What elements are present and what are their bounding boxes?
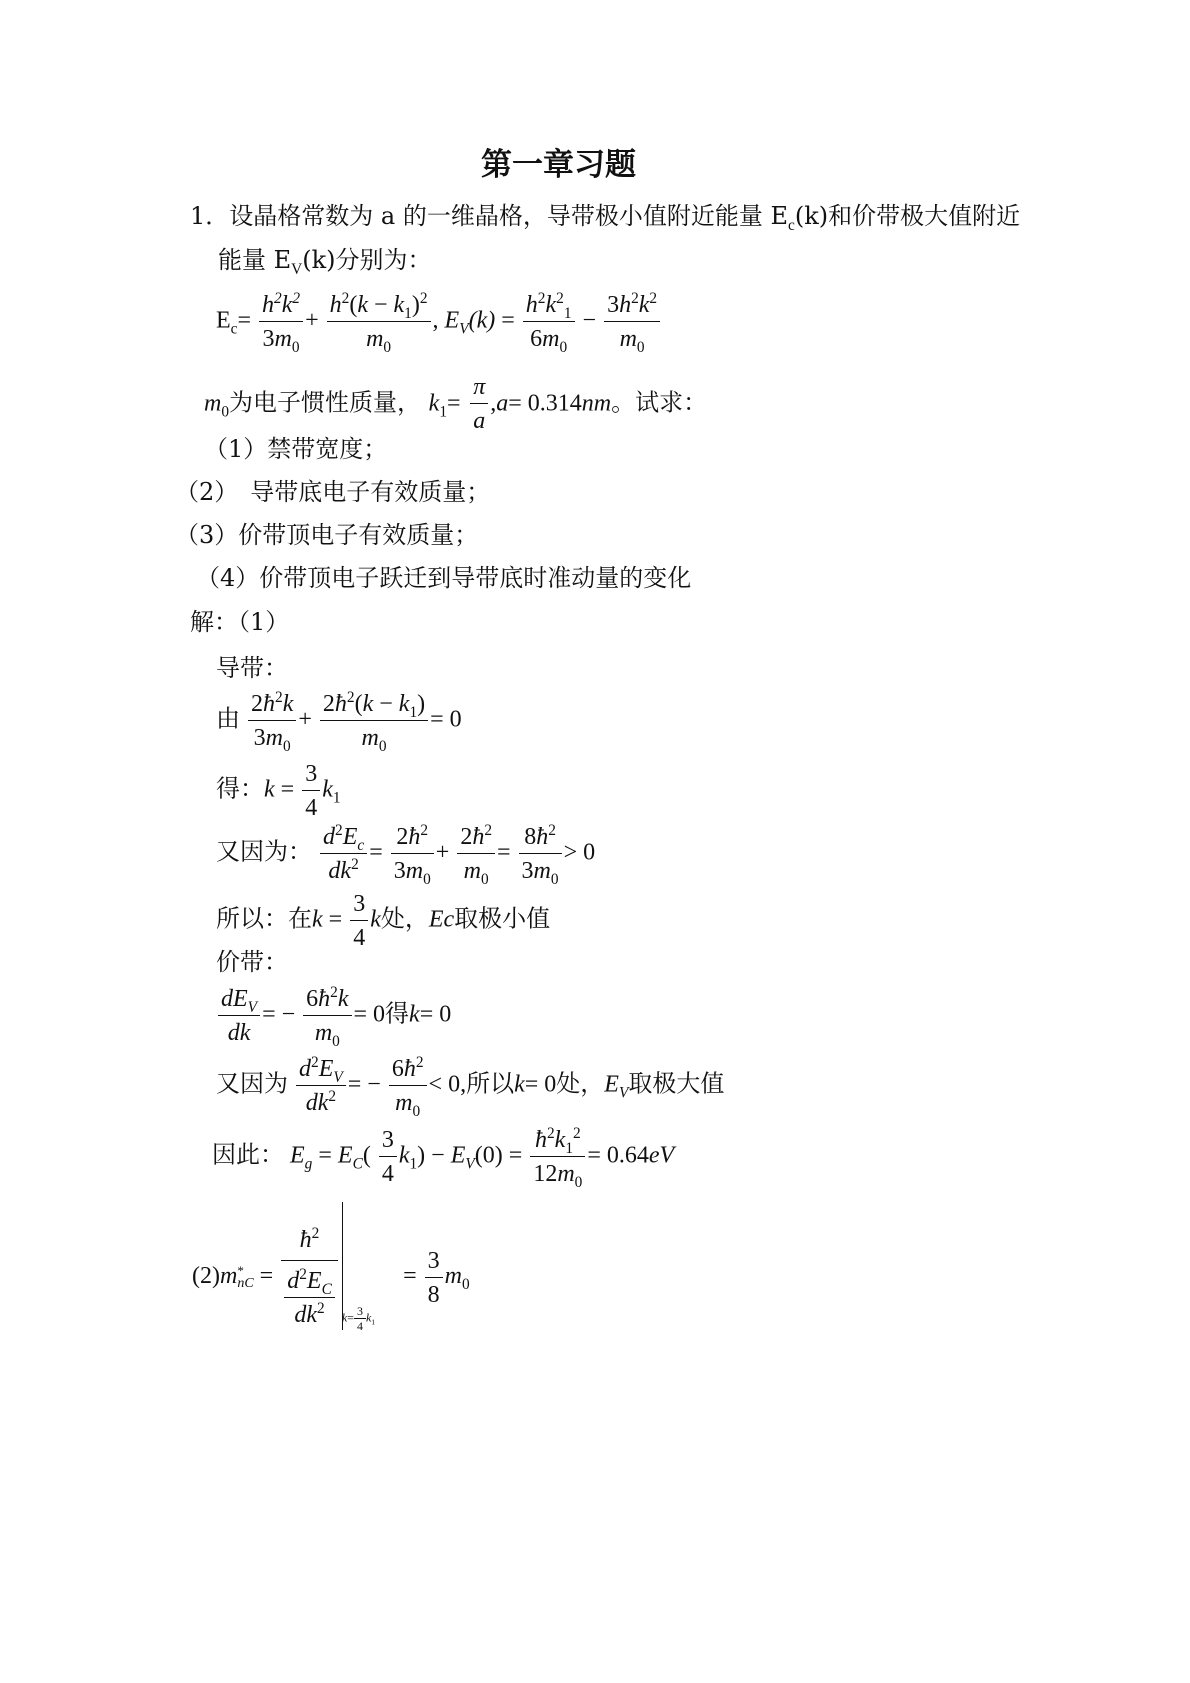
definitions-line: $m_0$为电子惯性质量， $k_1=$ $\frac{\pi}{a}$ ,a= 0.314nm。试求： — [204, 374, 708, 434]
fraction-three-quarters: $\frac{3}{4}$ — [302, 762, 320, 820]
evaluation-bar — [342, 1202, 343, 1330]
fraction-d2Ec: $\frac{d^2E_c}{dk^2}$ — [320, 825, 367, 883]
fraction-ev-term1: $\frac{h^2k^2_1}{6m_0}$ — [523, 293, 575, 351]
problem-text: 设晶格常数为 a 的一维晶格，导带极小值附近能量 E — [229, 202, 788, 230]
valence-band-label: 价带： — [216, 948, 288, 976]
problem-line-1: 1．设晶格常数为 a 的一维晶格，导带极小值附近能量 $E_c(k)$和价带极大值附近 — [190, 202, 1021, 234]
question-3: （3）价带顶电子有效质量； — [175, 521, 479, 549]
fraction-d2Ec-inner: $\frac{d^2E_C}{dk^2}$ — [284, 1269, 335, 1327]
fraction-ev-term2: $\frac{3h^2k^2}{m_0}$ — [604, 293, 660, 351]
fraction-2hbar2-m0: $\frac{2ħ^2}{m_0}$ — [457, 825, 495, 883]
fraction-6hbar2-m0: $\frac{6ħ^2}{m_0}$ — [389, 1057, 427, 1115]
fraction-dEv-dk: $\frac{dE_V}{dk}$ — [218, 987, 260, 1045]
k-result: 得：k = $\frac{3}{4}$ $k_1$ — [216, 761, 341, 821]
fraction-d2Ev: $\frac{d^2E_V}{dk^2}$ — [296, 1057, 346, 1115]
fraction-hbar2k12-12m0: $\frac{ħ^2k_1^2}{12m_0}$ — [530, 1128, 585, 1186]
effective-mass-conduction: (2)m * nC = $\frac{ħ^2}{\frac{d^2E_C}{dk^2}}$ k= $\frac{3}{4}$ $k_1$ = $\frac{3}{8}$ $m_0$ — [192, 1225, 470, 1333]
fraction-dEc-term1: $\frac{2ħ^2k}{3m_0}$ — [248, 692, 296, 750]
problem-number: 1． — [190, 202, 230, 230]
fraction-three-eighths: $\frac{3}{8}$ — [425, 1249, 443, 1307]
fraction-three-quarters-3: $\frac{3}{4}$ — [379, 1128, 397, 1186]
problem-line-2: 能量 $E_V(k)$分别为： — [218, 246, 432, 278]
conclusion-conduction: 所以：在k = $\frac{3}{4}$ k处，Ec取极小值 — [216, 891, 551, 951]
fraction-ec-term1: $\frac{h^2k^2}{3m_0}$ — [259, 293, 303, 351]
band-gap-result: 因此： $E_g = E_C$( $\frac{3}{4}$ $k_1) - E_V(0)$ = $\frac{ħ^2k_1^2}{12m_0}$ = 0.64eV — [212, 1125, 675, 1191]
second-derivative-conduction: 又因为： $\frac{d^2E_c}{dk^2}$ = $\frac{2ħ^2}{3m_0}$ + $\frac{2ħ^2}{m_0}$ = $\frac{8ħ^2}{3m_0}$ > 0 — [216, 822, 596, 888]
question-4: （4）价带顶电子跃迁到导带底时准动量的变化 — [196, 564, 692, 592]
given-formulas: $E_c=$ $\frac{h^2k^2}{3m_0}$ + $\frac{h^2(k - k_1)^2}{m_0}$ , $E_V(k)$ = $\frac{h^2k^2_1}{6m_0}$ − $\frac{3h^2k^2}{m_0}$ — [216, 293, 662, 351]
fraction-pi-over-a: $\frac{\pi}{a}$ — [470, 375, 488, 433]
fraction-8hbar2-3m0: $\frac{8ħ^2}{3m_0}$ — [519, 825, 562, 883]
fraction-ec-term2: $\frac{h^2(k - k_1)^2}{m_0}$ — [327, 293, 431, 351]
second-derivative-valence: 又因为 $\frac{d^2E_V}{dk^2}$ = − $\frac{6ħ^2}{m_0}$ < 0,所以k= 0处，$E_V$取极大值 — [216, 1054, 725, 1120]
solution-intro: 解：（1） — [190, 608, 290, 636]
derivative-valence: $\frac{dE_V}{dk}$ = − $\frac{6ħ^2k}{m_0}$ = 0得k= 0 — [216, 987, 451, 1045]
evaluation-point: k= $\frac{3}{4}$ $k_1$ — [341, 1303, 376, 1333]
question-2: （2） 导带底电子有效质量； — [175, 478, 491, 506]
fraction-6hbar2k-m0: $\frac{6ħ^2k}{m_0}$ — [303, 987, 351, 1045]
page-title: 第一章习题 — [481, 147, 636, 183]
conduction-band-label: 导带： — [216, 654, 288, 682]
fraction-hbar2-over-second-derivative: $\frac{ħ^2}{\frac{d^2E_C}{dk^2}}$ — [281, 1228, 338, 1327]
fraction-dEc-term2: $\frac{2ħ^2(k - k_1)}{m_0}$ — [320, 692, 428, 750]
fraction-eval-three-quarters: $\frac{3}{4}$ — [354, 1305, 366, 1332]
question-1: （1）禁带宽度； — [204, 435, 388, 463]
derivative-condition: 由 $\frac{2ħ^2k}{3m_0}$ + $\frac{2ħ^2(k - k_1)}{m_0}$ = 0 — [216, 689, 462, 755]
fraction-2hbar2-3m0: $\frac{2ħ^2}{3m_0}$ — [391, 825, 434, 883]
fraction-three-quarters-2: $\frac{3}{4}$ — [350, 892, 368, 950]
